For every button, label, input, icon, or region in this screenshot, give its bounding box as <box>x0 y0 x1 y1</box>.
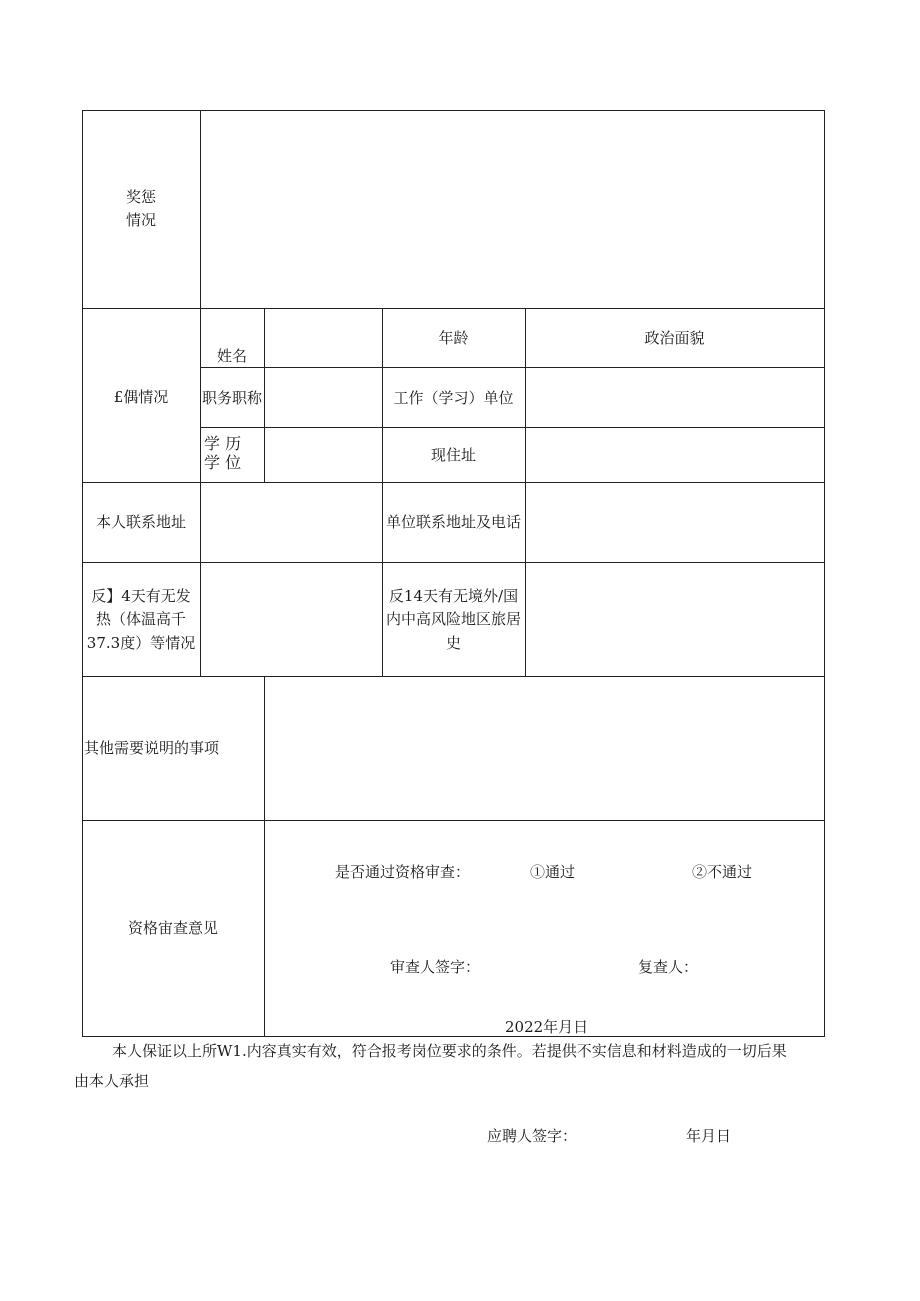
spouse-education-line2: 学 位 <box>204 453 242 473</box>
spouse-education-label <box>204 434 241 472</box>
col-divider <box>264 308 265 483</box>
self-address-label: 本人联系地址 <box>95 513 186 531</box>
applicant-signature-label: 应聘人签字： <box>487 1127 578 1145</box>
review-date: 2022年月日 <box>505 1018 589 1036</box>
fever-label-line2: 热（体温高千 <box>95 610 186 629</box>
table-border-top <box>82 110 825 111</box>
row-divider <box>200 427 825 428</box>
spouse-age-label: 年龄 <box>438 329 469 347</box>
review-option-fail: ②不通过 <box>692 863 753 881</box>
spouse-title-label: 职务职称 <box>202 389 263 407</box>
awards-label-line1: 奖惩 <box>125 188 156 206</box>
reviewer-signature-label: 审查人签字： <box>390 958 481 976</box>
row-divider <box>82 676 825 677</box>
declaration-line2: 由本人承担 <box>74 1072 150 1090</box>
travel-label-line1: 反14天有无境外/国 <box>388 587 519 605</box>
row-divider <box>82 562 825 563</box>
applicant-signature-date: 年月日 <box>686 1127 732 1145</box>
spouse-name-label: 姓名 <box>216 347 247 365</box>
spouse-education-line1: 学 历 <box>204 434 242 453</box>
spouse-label: £偶情况 <box>113 388 169 406</box>
spouse-politics-label: 政治面貌 <box>644 329 705 347</box>
review-label: 资格宙查意见 <box>127 919 218 937</box>
other-notes-label: 其他需要说明的事项 <box>84 739 220 757</box>
row-divider <box>82 820 825 821</box>
spouse-address-label: 现住址 <box>430 446 476 464</box>
table-border-bottom <box>82 1036 825 1037</box>
table-border-right <box>824 110 825 1037</box>
rechecker-signature-label: 复查人： <box>638 958 699 976</box>
travel-history-label <box>382 585 525 655</box>
col-divider <box>525 308 526 676</box>
review-question: 是否通过资格审查： <box>335 863 471 881</box>
fever-label-line1: 反】4天有无发 <box>91 587 191 605</box>
fever-label-line3: 37.3度）等情况 <box>86 633 196 652</box>
awards-label-line2: 情况 <box>125 211 156 230</box>
declaration-line1: 本人保证以上所W1.内容真实有效，符合报考岗位要求的条件。若提供不实信息和材料造成的一切后果 <box>112 1042 787 1060</box>
row-divider <box>82 482 825 483</box>
col-divider <box>264 676 265 1037</box>
review-option-pass: ①通过 <box>530 863 576 881</box>
fever-label <box>82 585 200 655</box>
travel-label-line2: 内中高风险地区旅居 <box>385 610 521 629</box>
unit-address-label: 单位联系地址及电话 <box>385 513 521 531</box>
col-divider <box>200 110 201 676</box>
spouse-workplace-label: 工作（学习）单位 <box>393 389 514 407</box>
awards-label <box>82 186 200 233</box>
row-divider <box>82 308 825 309</box>
table-border-left <box>82 110 83 1037</box>
travel-label-line3: 史 <box>445 633 461 652</box>
row-divider <box>200 367 825 368</box>
